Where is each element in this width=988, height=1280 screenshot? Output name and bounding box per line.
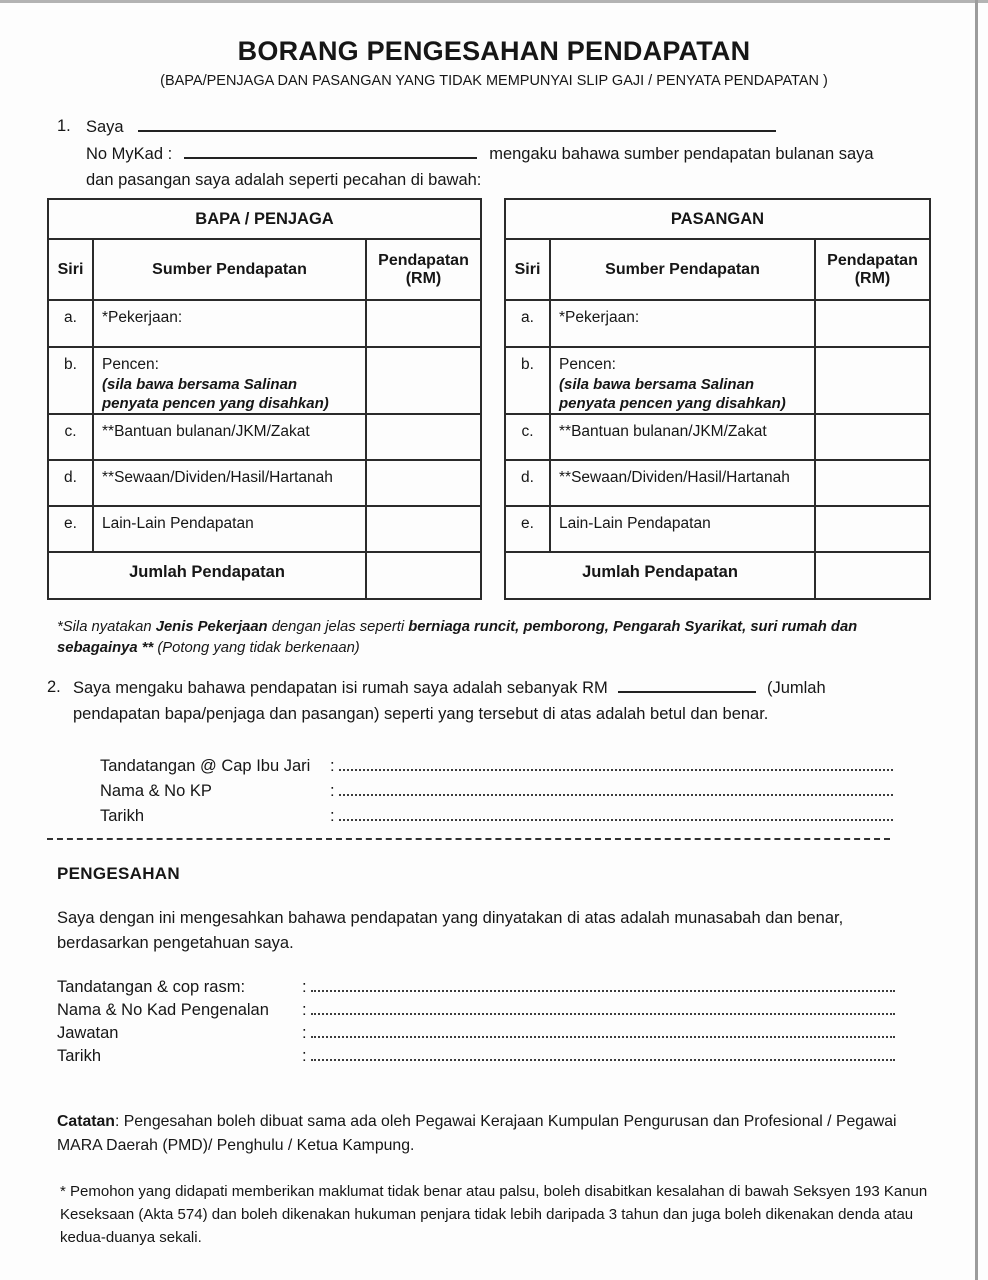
colon: : bbox=[302, 1001, 307, 1019]
table-row bbox=[48, 460, 481, 506]
saya-label: Saya bbox=[86, 118, 124, 136]
page-subtitle: (BAPA/PENJAGA DAN PASANGAN YANG TIDAK MEMPUNYAI SLIP GAJI / PENYATA PENDAPATAN ) bbox=[160, 73, 828, 89]
table-row bbox=[48, 414, 481, 460]
dotted-fill-line bbox=[339, 808, 893, 821]
scan-edge-top bbox=[0, 0, 988, 3]
total-amount-cell bbox=[366, 552, 481, 599]
income-tables-row bbox=[47, 198, 988, 600]
colon: : bbox=[302, 978, 307, 996]
amount-cell bbox=[815, 460, 930, 506]
catatan-note bbox=[57, 1110, 919, 1158]
dotted-fill-line bbox=[339, 758, 893, 771]
catatan-text: : Pengesahan boleh dibuat sama ada oleh Pegawai Kerajaan Kumpulan Pengurusan dan Profesional / Pegawai MARA Daerah (PMD)/ Penghulu / Ketua Kampung. bbox=[57, 1113, 897, 1154]
income-table-bapa-penjaga bbox=[47, 198, 482, 600]
footnote-segment: ** bbox=[141, 640, 154, 656]
source-cell: **Bantuan bulanan/JKM/Zakat bbox=[550, 414, 815, 460]
declaration2-text-before: Saya mengaku bahawa pendapatan isi rumah saya adalah sebanyak RM bbox=[73, 679, 608, 697]
dashed-separator bbox=[47, 838, 890, 840]
form-header bbox=[0, 0, 988, 89]
dotted-fill-line bbox=[339, 783, 893, 796]
column-header: Sumber Pendapatan bbox=[93, 239, 366, 300]
siri-cell: b. bbox=[505, 347, 550, 414]
dotted-fill-line bbox=[311, 1002, 895, 1015]
colon: : bbox=[330, 782, 335, 800]
siri-cell: a. bbox=[48, 300, 93, 347]
source-cell: **Bantuan bulanan/JKM/Zakat bbox=[93, 414, 366, 460]
legal-warning-note: * Pemohon yang didapati memberikan maklumat tidak benar atau palsu, boleh disabitkan kesalahan di bawah Seksyen 193 Kanun Keseksaan (Akta 574) dan boleh dikenakan hukuman penjara tidak lebih daripada 3 tahun dan juga boleh dikenakan denda atau kedua-duanya sekali. bbox=[60, 1183, 928, 1246]
declaration2-text-after: (Jumlah pendapatan bapa/penjaga dan pasangan) seperti yang tersebut di atas adalah betul dan benar. bbox=[73, 679, 826, 723]
signature-row bbox=[57, 1047, 895, 1070]
amount-cell bbox=[815, 414, 930, 460]
table-row bbox=[48, 347, 481, 414]
verification-statement: Saya dengan ini mengesahkan bahawa pendapatan yang dinyatakan di atas adalah munasabah dan benar, berdasarkan pengetahuan saya. bbox=[57, 909, 844, 952]
table-row bbox=[505, 347, 930, 414]
page-title: BORANG PENGESAHAN PENDAPATAN bbox=[237, 36, 751, 66]
footnote-segment: *Sila nyatakan bbox=[57, 619, 156, 635]
mykad-blank-field bbox=[184, 140, 477, 159]
siri-cell: b. bbox=[48, 347, 93, 414]
item-number: 1. bbox=[57, 117, 71, 135]
total-label: Jumlah Pendapatan bbox=[505, 552, 815, 599]
verifier-signature-block bbox=[57, 978, 895, 1070]
table-title: BAPA / PENJAGA bbox=[48, 199, 481, 239]
footnote-segment: (Potong yang tidak berkenaan) bbox=[153, 640, 360, 656]
footnote-segment: berniaga runcit, pemborong, Pengarah Syarikat, suri rumah dan sebagainya bbox=[57, 619, 858, 656]
column-header: Pendapatan (RM) bbox=[366, 239, 481, 300]
colon: : bbox=[302, 1024, 307, 1042]
signature-row bbox=[100, 757, 893, 782]
colon: : bbox=[330, 757, 335, 775]
source-cell: *Pekerjaan: bbox=[550, 300, 815, 347]
income-table-pasangan bbox=[504, 198, 931, 600]
footnote-segment: Jenis Pekerjaan bbox=[155, 619, 268, 635]
amount-cell bbox=[815, 347, 930, 414]
signature-row bbox=[100, 807, 893, 832]
declaration-2 bbox=[47, 674, 909, 727]
source-cell: *Pekerjaan: bbox=[93, 300, 366, 347]
dotted-fill-line bbox=[311, 1048, 895, 1061]
column-header: Siri bbox=[505, 239, 550, 300]
footnote-segment: dengan jelas seperti bbox=[267, 619, 409, 635]
dotted-fill-line bbox=[311, 979, 895, 992]
verification-heading: PENGESAHAN bbox=[57, 864, 180, 883]
signature-row bbox=[100, 782, 893, 807]
amount-cell bbox=[366, 347, 481, 414]
table-row bbox=[48, 506, 481, 552]
siri-cell: a. bbox=[505, 300, 550, 347]
amount-cell bbox=[815, 300, 930, 347]
source-cell: Lain-Lain Pendapatan bbox=[550, 506, 815, 552]
amount-cell bbox=[366, 506, 481, 552]
table-footnote bbox=[57, 617, 885, 659]
source-cell: Pencen: (sila bawa bersama Salinan penyata pencen yang disahkan) bbox=[550, 347, 815, 414]
signature-row-label: Nama & No KP bbox=[100, 782, 212, 800]
amount-cell bbox=[815, 506, 930, 552]
mykad-suffix-text: mengaku bahawa sumber pendapatan bulanan saya bbox=[489, 145, 874, 163]
amount-cell bbox=[366, 414, 481, 460]
table-row bbox=[505, 460, 930, 506]
declaration-line3: dan pasangan saya adalah seperti pecahan di bawah: bbox=[86, 171, 482, 189]
source-cell: **Sewaan/Dividen/Hasil/Hartanah bbox=[550, 460, 815, 506]
income-table bbox=[504, 198, 931, 600]
declaration-1 bbox=[57, 113, 902, 193]
colon: : bbox=[330, 807, 335, 825]
signature-row-label: Tandatangan @ Cap Ibu Jari bbox=[100, 757, 311, 775]
source-cell: Pencen: (sila bawa bersama Salinan penyata pencen yang disahkan) bbox=[93, 347, 366, 414]
amount-cell bbox=[366, 300, 481, 347]
siri-cell: e. bbox=[48, 506, 93, 552]
column-header: Siri bbox=[48, 239, 93, 300]
applicant-signature-block bbox=[100, 757, 893, 832]
siri-cell: d. bbox=[48, 460, 93, 506]
total-label: Jumlah Pendapatan bbox=[48, 552, 366, 599]
item-number: 2. bbox=[47, 678, 61, 696]
signature-row bbox=[57, 1001, 895, 1024]
source-cell: **Sewaan/Dividen/Hasil/Hartanah bbox=[93, 460, 366, 506]
signature-row-label: Tandatangan & cop rasm: bbox=[57, 978, 246, 996]
signature-row-label: Tarikh bbox=[100, 807, 145, 825]
siri-cell: e. bbox=[505, 506, 550, 552]
signature-row-label: Jawatan bbox=[57, 1024, 119, 1042]
rm-amount-blank-field bbox=[618, 674, 756, 693]
source-cell: Lain-Lain Pendapatan bbox=[93, 506, 366, 552]
catatan-label: Catatan bbox=[57, 1113, 115, 1130]
signature-row-label: Nama & No Kad Pengenalan bbox=[57, 1001, 269, 1019]
signature-row bbox=[57, 1024, 895, 1047]
table-title: PASANGAN bbox=[505, 199, 930, 239]
siri-cell: d. bbox=[505, 460, 550, 506]
signature-row bbox=[57, 978, 895, 1001]
name-blank-field bbox=[138, 113, 776, 132]
siri-cell: c. bbox=[505, 414, 550, 460]
dotted-fill-line bbox=[311, 1025, 895, 1038]
amount-cell bbox=[366, 460, 481, 506]
column-header: Sumber Pendapatan bbox=[550, 239, 815, 300]
table-row bbox=[505, 414, 930, 460]
table-row bbox=[505, 506, 930, 552]
column-header: Pendapatan (RM) bbox=[815, 239, 930, 300]
signature-row-label: Tarikh bbox=[57, 1047, 102, 1065]
table-row bbox=[505, 300, 930, 347]
scan-edge-right bbox=[975, 0, 978, 1280]
siri-cell: c. bbox=[48, 414, 93, 460]
total-amount-cell bbox=[815, 552, 930, 599]
income-table bbox=[47, 198, 482, 600]
mykad-label: No MyKad : bbox=[86, 145, 173, 163]
table-row bbox=[48, 300, 481, 347]
colon: : bbox=[302, 1047, 307, 1065]
